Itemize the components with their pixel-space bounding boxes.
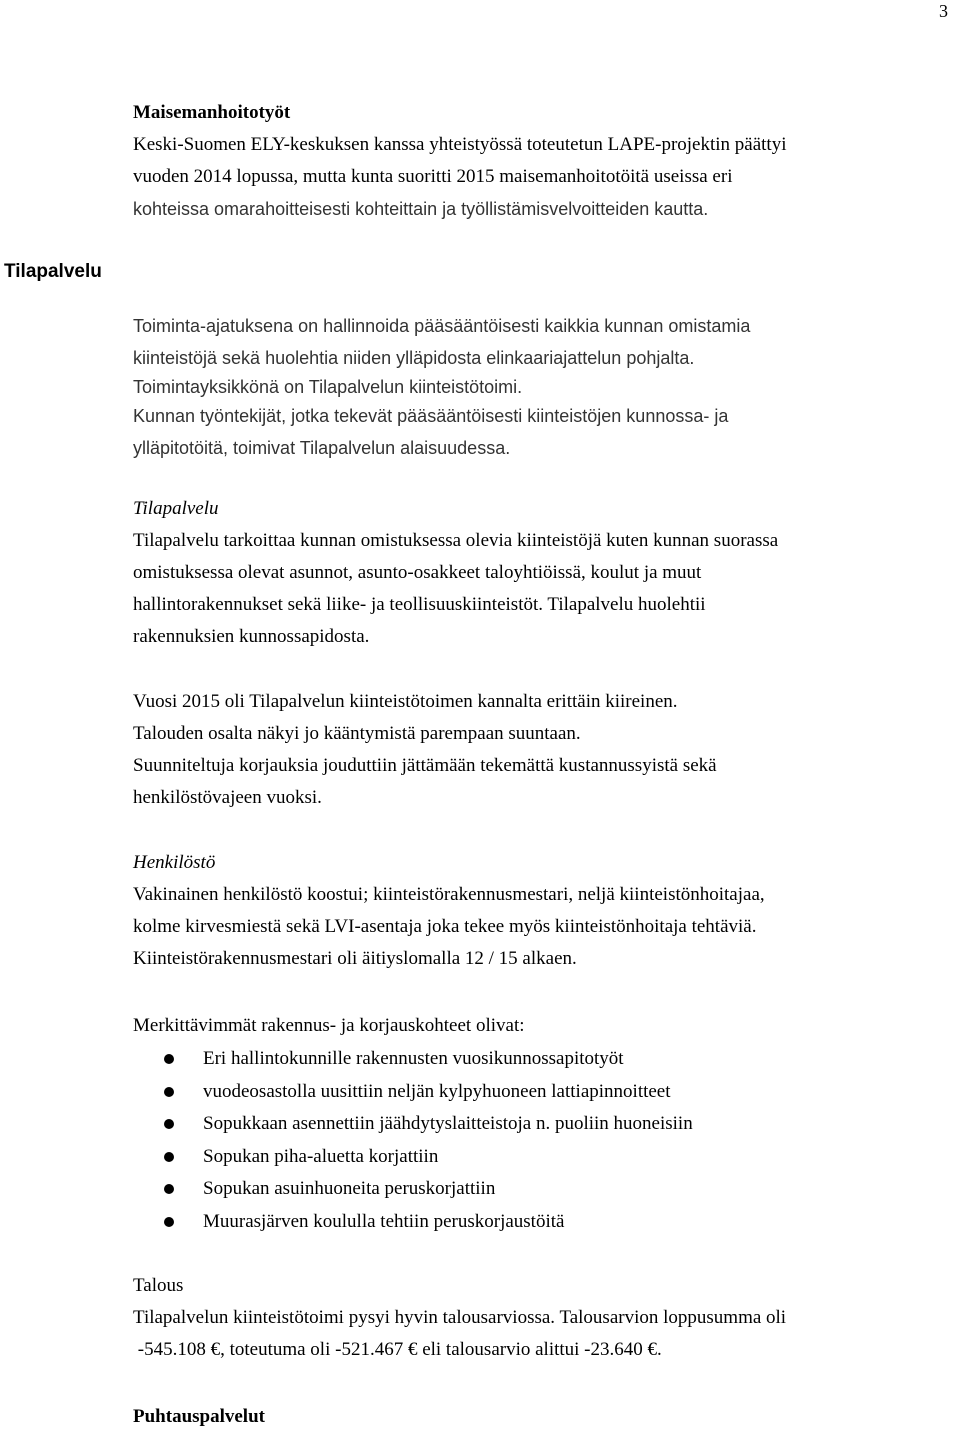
section-tilapalvelu bbox=[133, 493, 955, 653]
text-line: Suunniteltuja korjauksia jouduttiin jättämään tekemättä kustannussyistä sekä bbox=[133, 755, 717, 776]
text-line: omistuksessa olevat asunnot, asunto-osakkeet taloyhtiöissä, koulut ja muut bbox=[133, 562, 702, 583]
section-puhtauspalvelut bbox=[133, 1401, 955, 1433]
list-item-text: Eri hallintokunnille rakennusten vuosikunnossapitotyöt bbox=[203, 1048, 624, 1069]
list-item bbox=[131, 1173, 955, 1206]
section-kohteet bbox=[133, 1010, 955, 1042]
text-line: rakennuksien kunnossapidosta. bbox=[133, 626, 370, 647]
section-heading-puhtauspalvelut: Puhtauspalvelut bbox=[133, 1406, 265, 1427]
list-item bbox=[131, 1206, 955, 1239]
text-line: vuoden 2014 lopussa, mutta kunta suoritti 2015 maisemanhoitotöitä useissa eri bbox=[133, 166, 733, 187]
bullet-icon bbox=[164, 1152, 174, 1162]
list-item-text: Sopukan asuinhuoneita peruskorjattiin bbox=[203, 1178, 496, 1199]
text-line: ylläpitotöitä, toimivat Tilapalvelun alaisuudessa. bbox=[133, 438, 511, 458]
text-line: kohteissa omarahoitteisesti kohteittain ja työllistämisvelvoitteiden kautta. bbox=[133, 199, 709, 219]
text-line: Toimintayksikkönä on Tilapalvelun kiinteistötoimi. bbox=[133, 377, 523, 397]
text-line: -545.108 €, toteutuma oli -521.467 € eli talousarvio alittui -23.640 €. bbox=[133, 1339, 662, 1360]
text-line: Vuosi 2015 oli Tilapalvelun kiinteistötoimen kannalta erittäin kiireinen. bbox=[133, 691, 678, 712]
section-heading-talous: Talous bbox=[133, 1275, 184, 1296]
bullet-icon bbox=[164, 1087, 174, 1097]
kohteet-list-wrapper bbox=[133, 1043, 955, 1238]
section-heading-henkilosto: Henkilöstö bbox=[133, 852, 216, 873]
text-line: Tilapalvelun kiinteistötoimi pysyi hyvin talousarviossa. Talousarvion loppusumma oli bbox=[133, 1307, 787, 1328]
text-line: Keski-Suomen ELY-keskuksen kanssa yhteistyössä toteutetun LAPE-projektin päättyi bbox=[133, 134, 787, 155]
text-line: Tilapalvelu tarkoittaa kunnan omistuksessa olevia kiinteistöjä kuten kunnan suorassa bbox=[133, 530, 779, 551]
kohteet-list bbox=[131, 1043, 955, 1238]
section-toiminta bbox=[133, 310, 955, 464]
bullet-icon bbox=[164, 1184, 174, 1194]
list-item bbox=[131, 1108, 955, 1141]
section-vuosi bbox=[133, 686, 955, 814]
list-item-text: Sopukkaan asennettiin jäähdytyslaitteistoja n. puoliin huoneisiin bbox=[203, 1113, 693, 1134]
list-item-text: Muurasjärven koululla tehtiin peruskorjaustöitä bbox=[203, 1210, 565, 1232]
section-maisemanhoito bbox=[133, 97, 955, 225]
text-line: kiinteistöjä sekä huolehtia niiden ylläpidosta elinkaariajattelun pohjalta. bbox=[133, 348, 695, 368]
list-intro: Merkittävimmät rakennus- ja korjauskohteet olivat: bbox=[133, 1015, 525, 1036]
text-line: henkilöstövajeen vuoksi. bbox=[133, 787, 322, 808]
text-line: Vakinainen henkilöstö koostui; kiinteistörakennusmestari, neljä kiinteistönhoitajaa, bbox=[133, 884, 765, 905]
bullet-icon bbox=[164, 1119, 174, 1129]
text-line: Kiinteistörakennusmestari oli äitiyslomalla 12 / 15 alkaen. bbox=[133, 948, 577, 969]
text-line: Toiminta-ajatuksena on hallinnoida pääsääntöisesti kaikkia kunnan omistamia bbox=[133, 316, 751, 336]
list-item-text: Sopukan piha-aluetta korjattiin bbox=[203, 1145, 439, 1167]
list-item bbox=[131, 1141, 955, 1174]
section-heading-tilapalvelu: Tilapalvelu bbox=[133, 498, 219, 519]
side-heading-tilapalvelu: Tilapalvelu bbox=[4, 261, 102, 282]
text-line: Kunnan työntekijät, jotka tekevät pääsääntöisesti kiinteistöjen kunnossa- ja bbox=[133, 406, 729, 426]
section-talous bbox=[133, 1270, 955, 1366]
section-henkilosto bbox=[133, 847, 955, 975]
section-heading-maisemanhoito: Maisemanhoitotyöt bbox=[133, 102, 291, 123]
page-number: 3 bbox=[939, 1, 948, 21]
bullet-icon bbox=[164, 1054, 174, 1064]
list-item bbox=[131, 1076, 955, 1109]
text-line: hallintorakennukset sekä liike- ja teollisuuskiinteistöt. Tilapalvelu huolehtii bbox=[133, 594, 706, 615]
text-line: kolme kirvesmiestä sekä LVI-asentaja joka tekee myös kiinteistönhoitaja tehtäviä. bbox=[133, 916, 757, 937]
list-item bbox=[131, 1043, 955, 1076]
bullet-icon bbox=[164, 1217, 174, 1227]
list-item-text: vuodeosastolla uusittiin neljän kylpyhuoneen lattiapinnoitteet bbox=[203, 1080, 671, 1102]
text-line: Talouden osalta näkyi jo kääntymistä parempaan suuntaan. bbox=[133, 723, 581, 744]
